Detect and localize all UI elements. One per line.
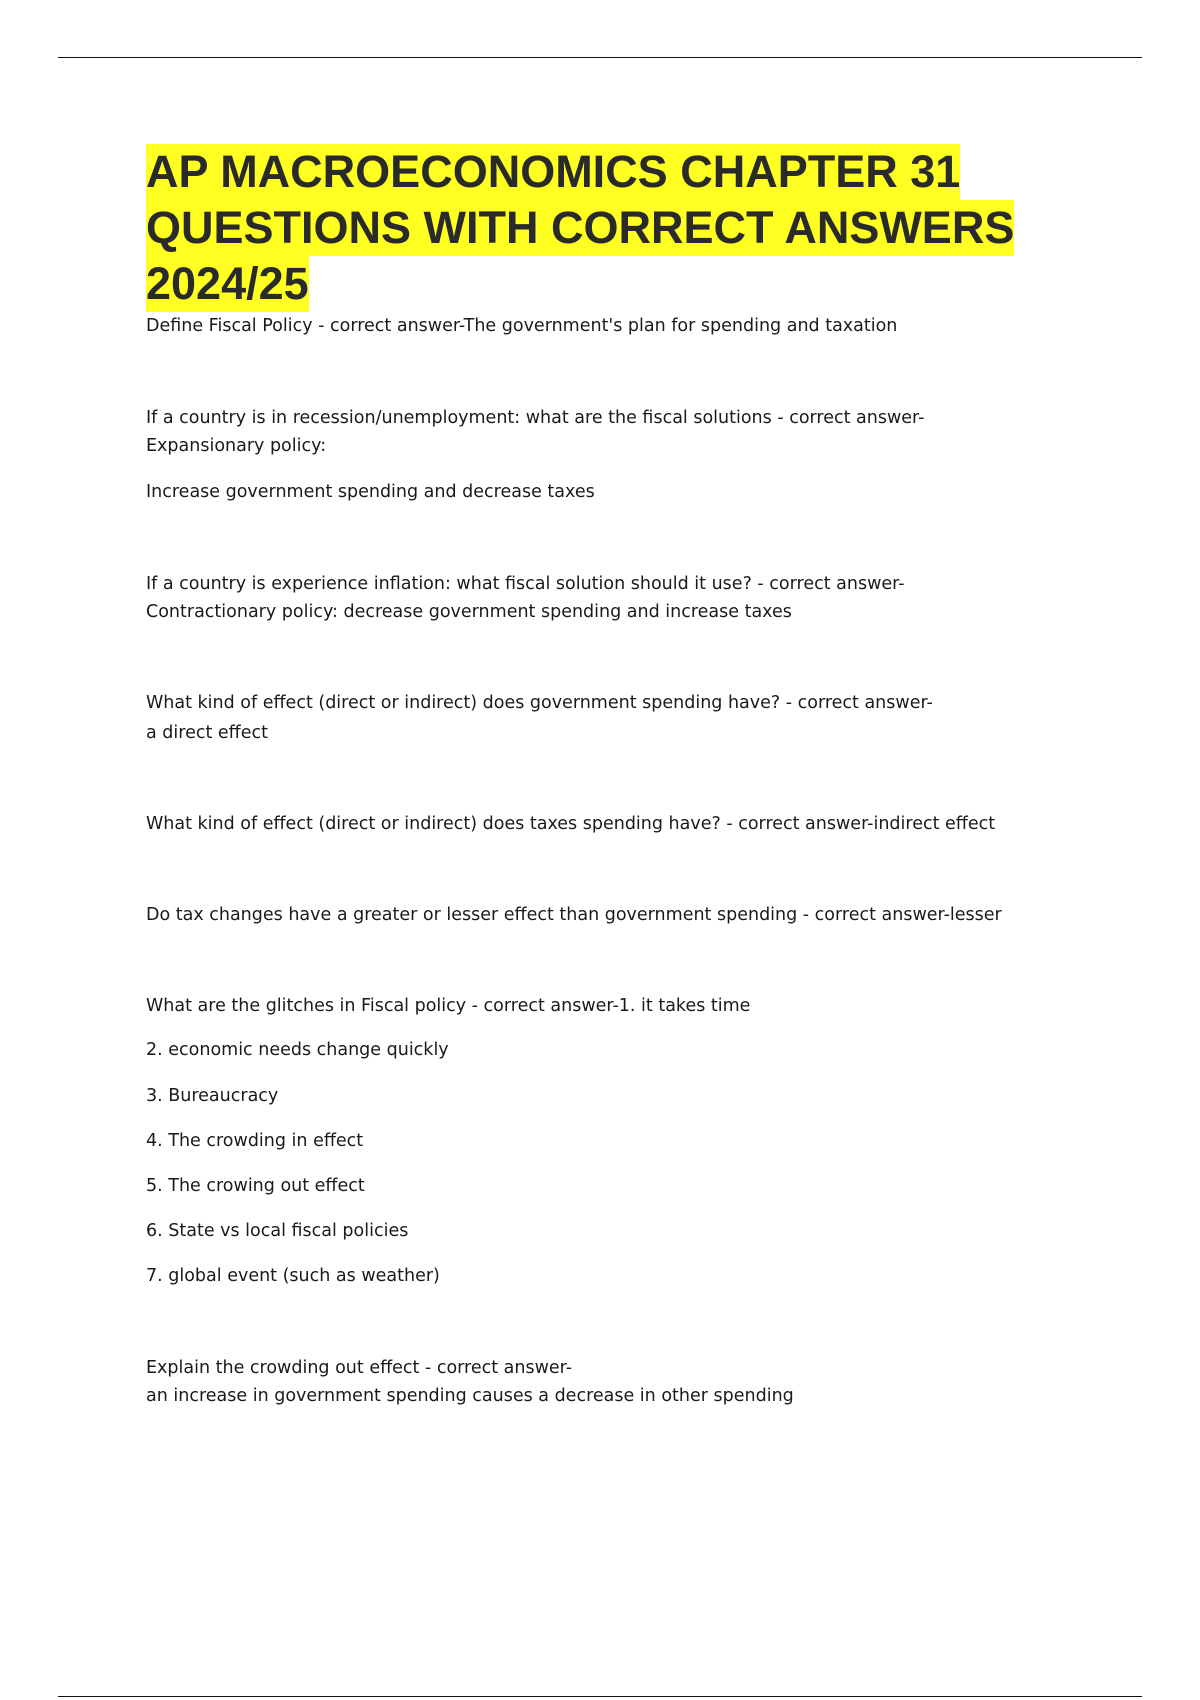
qa-gov-spending-answer: a direct effect	[146, 723, 268, 743]
document-title	[146, 144, 1146, 312]
list-item: 5. The crowing out effect	[146, 1176, 365, 1196]
qa-taxes-effect: What kind of effect (direct or indirect) does taxes spending have? - correct answer-indirect effect	[146, 814, 996, 834]
qa-crowding-out-question: Explain the crowding out effect - correct answer-	[146, 1358, 573, 1378]
list-item: 6. State vs local fiscal policies	[146, 1221, 409, 1241]
qa-define-fiscal-policy: Define Fiscal Policy - correct answer-The government's plan for spending and taxation	[146, 316, 898, 336]
qa-inflation-answer: Contractionary policy: decrease government spending and increase taxes	[146, 602, 792, 622]
list-item: 7. global event (such as weather)	[146, 1266, 440, 1286]
qa-crowding-out-answer: an increase in government spending causes a decrease in other spending	[146, 1386, 794, 1406]
bottom-rule	[58, 1696, 1142, 1697]
qa-inflation-question: If a country is experience inflation: what fiscal solution should it use? - correct answer-	[146, 574, 905, 594]
list-item: 2. economic needs change quickly	[146, 1040, 449, 1060]
title-line-1: AP MACROECONOMICS CHAPTER 31	[146, 144, 960, 200]
qa-glitches-question: What are the glitches in Fiscal policy - correct answer-1. it takes time	[146, 996, 751, 1016]
qa-recession-answer: Expansionary policy:	[146, 436, 327, 456]
qa-recession-answer-detail: Increase government spending and decrease taxes	[146, 482, 595, 502]
list-item: 3. Bureaucracy	[146, 1086, 279, 1106]
qa-tax-changes: Do tax changes have a greater or lesser effect than government spending - correct answer-lesser	[146, 905, 1002, 925]
qa-recession-question: If a country is in recession/unemployment: what are the fiscal solutions - correct answer-	[146, 408, 925, 428]
title-line-2: QUESTIONS WITH CORRECT ANSWERS	[146, 200, 1014, 256]
top-rule	[58, 57, 1142, 58]
qa-gov-spending-question: What kind of effect (direct or indirect) does government spending have? - correct answer-	[146, 693, 933, 713]
title-line-3: 2024/25	[146, 256, 309, 312]
list-item: 4. The crowding in effect	[146, 1131, 364, 1151]
